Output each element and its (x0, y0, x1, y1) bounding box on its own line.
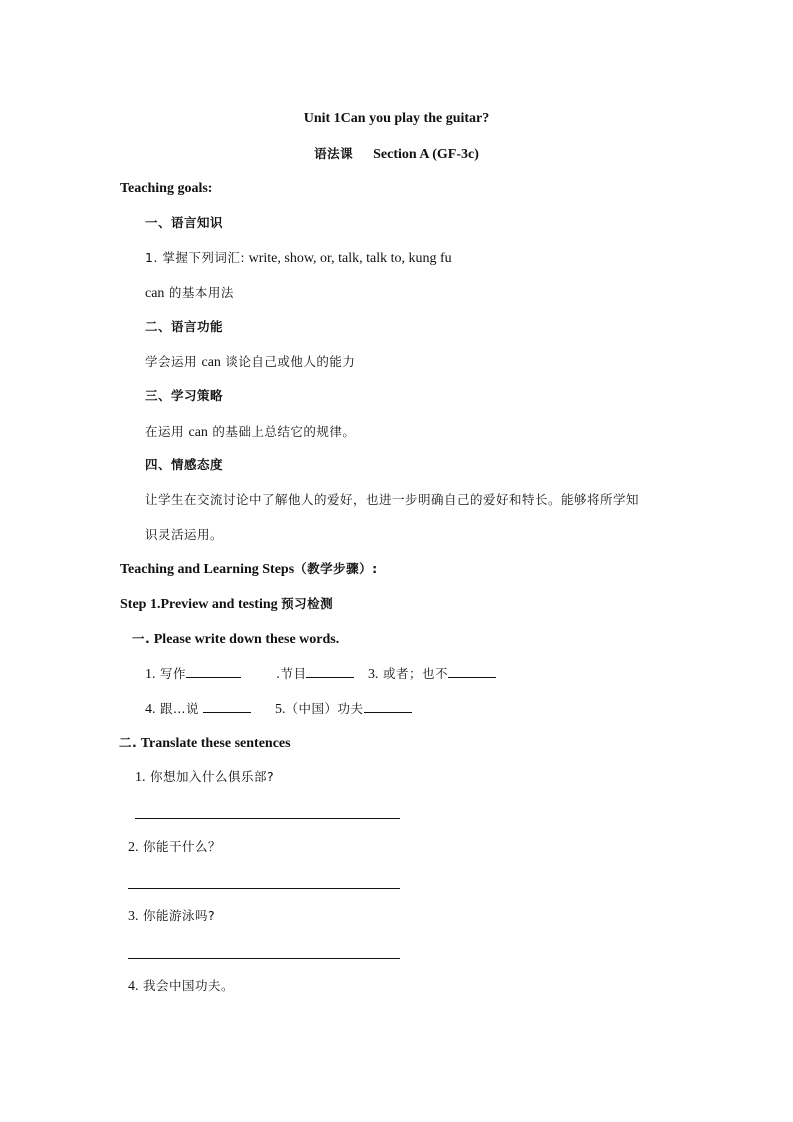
function-heading: 二、语言功能 (145, 319, 224, 334)
part-2-marker: 二. (119, 735, 138, 750)
part-2-title: Translate these sentences (137, 736, 291, 751)
part-1-heading (132, 630, 339, 649)
sentence-2-num: 2. (128, 840, 139, 855)
sentence-2-text: 你能干什么？ (138, 839, 221, 854)
step-1-heading (120, 595, 333, 614)
section-label: Section A (GF-3c) (373, 147, 479, 162)
answer-line-3[interactable] (128, 958, 400, 959)
word-item-4-text: 跟…说 (155, 701, 204, 716)
answer-line-2[interactable] (128, 888, 400, 889)
word-item-1 (145, 664, 241, 684)
attitude-heading: 四、情感态度 (145, 457, 224, 472)
knowledge-item-2-text: 的基本用法 (164, 285, 234, 300)
function-text (145, 353, 355, 372)
attitude-text-line-2: 识灵活运用。 (145, 527, 224, 542)
keyword-can: can (145, 286, 165, 301)
word-item-2-text: .节目 (276, 666, 307, 681)
answer-blank[interactable] (364, 699, 412, 713)
knowledge-item-1 (145, 249, 452, 268)
answer-blank[interactable] (448, 664, 496, 678)
lesson-type: 语法课 (314, 146, 354, 161)
page-subtitle (0, 145, 793, 164)
part-2-heading (119, 734, 291, 753)
vocabulary-list: write, show, or, talk, talk to, kung fu (245, 251, 452, 266)
steps-heading-en: Teaching and Learning Steps (120, 562, 295, 577)
strategy-text-a: 在运用 (145, 424, 189, 439)
sentence-1 (135, 768, 274, 787)
keyword-can: can (188, 425, 208, 440)
function-text-b: 谈论自己或他人的能力 (220, 354, 356, 369)
word-item-4 (145, 699, 251, 719)
word-item-2 (276, 664, 354, 684)
word-item-1-num: 1. (145, 667, 156, 682)
word-item-3 (368, 664, 496, 684)
sentence-4-text: 我会中国功夫。 (138, 978, 234, 993)
steps-heading-cn: （教学步骤）: (294, 561, 378, 576)
sentence-3-text: 你能游泳吗? (138, 908, 216, 923)
sentence-3-num: 3. (128, 909, 139, 924)
sentence-3 (128, 907, 215, 926)
strategy-text-b: 的基础上总结它的规律。 (207, 424, 356, 439)
word-item-3-num: 3. (368, 667, 379, 682)
sentence-4 (128, 977, 234, 996)
answer-blank[interactable] (306, 664, 354, 678)
function-text-a: 学会运用 (145, 354, 202, 369)
word-item-5-num: 5. (275, 702, 286, 717)
sentence-1-text: 你想加入什么俱乐部? (145, 769, 275, 784)
teaching-goals-heading: Teaching goals: (120, 181, 213, 196)
word-item-4-num: 4. (145, 702, 156, 717)
knowledge-item-2 (145, 284, 234, 303)
answer-blank[interactable] (203, 699, 251, 713)
word-item-5-text: （中国）功夫 (285, 701, 364, 716)
part-1-title: Please write down these words. (150, 632, 340, 647)
sentence-2 (128, 838, 221, 857)
answer-blank[interactable] (186, 664, 241, 678)
step-1-heading-cn: 预习检测 (281, 596, 334, 611)
answer-line-1[interactable] (135, 818, 400, 819)
sentence-4-num: 4. (128, 979, 139, 994)
word-item-3-text: 或者；也不 (378, 666, 448, 681)
word-item-1-text: 写作 (155, 666, 186, 681)
word-item-5 (275, 699, 412, 719)
step-1-heading-en: Step 1.Preview and testing (120, 597, 282, 612)
strategy-heading: 三、学习策略 (145, 388, 224, 403)
strategy-text (145, 423, 355, 442)
sentence-1-num: 1. (135, 770, 146, 785)
knowledge-item-1-prefix: 1. 掌握下列词汇: (145, 250, 246, 265)
knowledge-heading: 一、语言知识 (145, 215, 224, 230)
keyword-can: can (201, 355, 221, 370)
page-title: Unit 1Can you play the guitar? (303, 111, 490, 126)
part-1-marker: 一. (132, 631, 151, 646)
steps-heading (120, 560, 378, 579)
attitude-text-line-1: 让学生在交流讨论中了解他人的爱好，也进一步明确自己的爱好和特长。能够将所学知 (145, 492, 640, 507)
